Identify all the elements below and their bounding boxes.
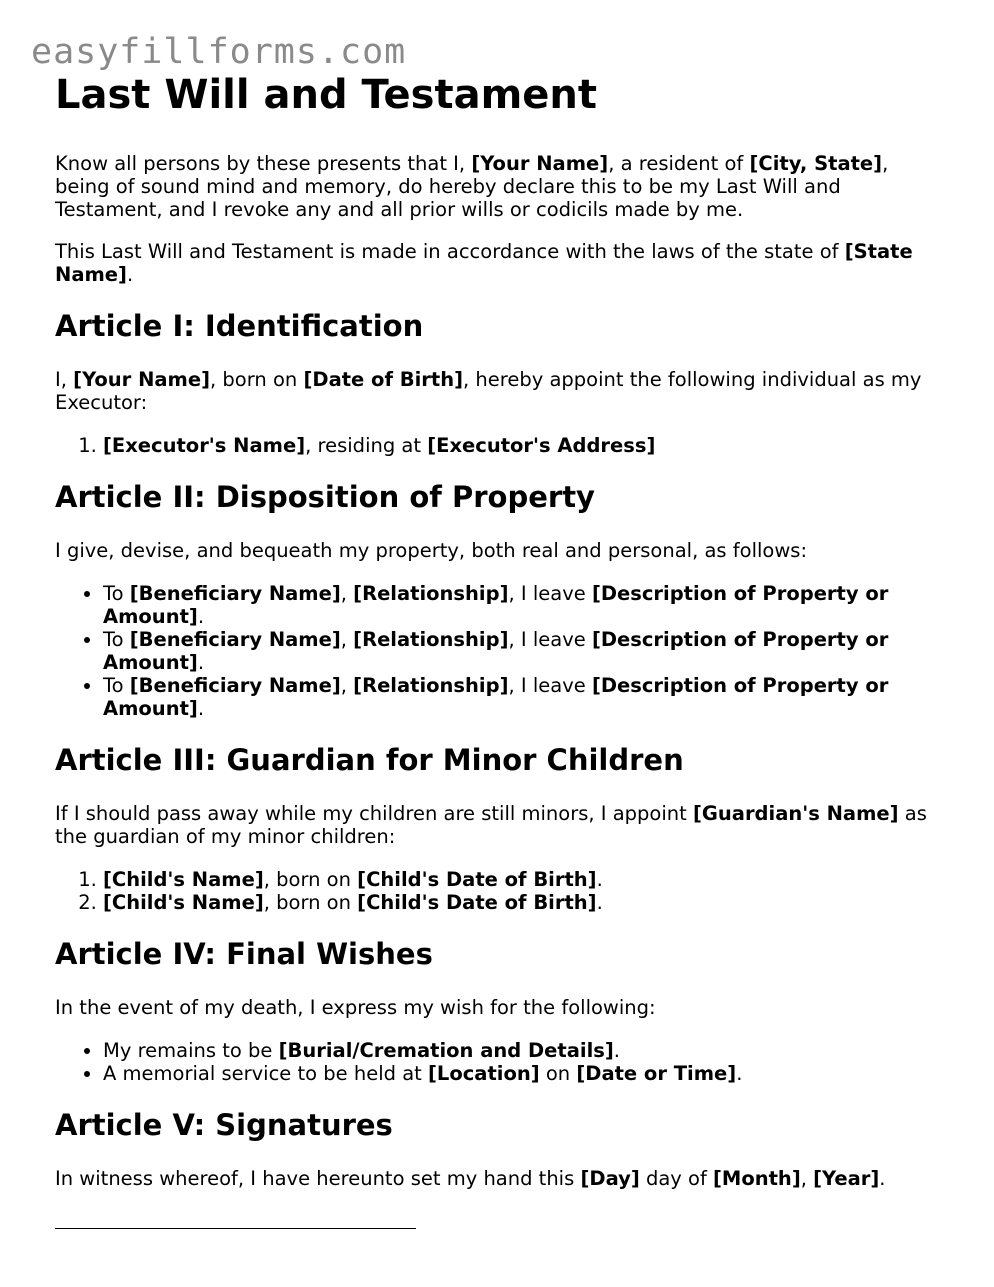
your-name-field: [Your Name] (471, 152, 609, 175)
child-date-of-birth-field: [Child's Date of Birth] (357, 891, 597, 914)
year-field: [Year] (813, 1167, 880, 1190)
article-2-heading: Article II: Disposition of Property (55, 480, 595, 514)
intro-paragraph: Know all persons by these presents that I, [Your Name], a resident of [City, State], being of sound mind and memory, do hereby declare this to be my Last Will and Testament, and I revoke any and all prior wills or codicils made by me. (55, 152, 889, 221)
list-item: • A memorial service to be held at [Location] on [Date or Time]. (103, 1062, 935, 1085)
your-name-field: [Your Name] (73, 368, 211, 391)
beneficiary-name-field: [Beneficiary Name] (129, 628, 341, 651)
list-item: • To [Beneficiary Name], [Relationship], I leave [Description of Property or Amount]. (103, 582, 935, 628)
state-name-field: [State Name] (55, 240, 913, 286)
list-item: 1. [Child's Name], born on [Child's Date of Birth]. (103, 868, 935, 891)
beneficiary-name-field: [Beneficiary Name] (129, 582, 341, 605)
children-list (55, 868, 935, 914)
date-of-birth-field: [Date of Birth] (303, 368, 464, 391)
relationship-field: [Relationship] (353, 674, 509, 697)
executor-address-field: [Executor's Address] (427, 434, 656, 457)
article-3-paragraph: If I should pass away while my children are still minors, I appoint [Guardian's Name] as the guardian of my minor children: (55, 802, 927, 848)
list-item: 2. [Child's Name], born on [Child's Date of Birth]. (103, 891, 935, 914)
article-5-heading: Article V: Signatures (55, 1108, 393, 1142)
article-1-paragraph: I, [Your Name], born on [Date of Birth], hereby appoint the following individual as my Executor: (55, 368, 922, 414)
article-4-paragraph: In the event of my death, I express my wish for the following: (55, 996, 656, 1019)
guardian-name-field: [Guardian's Name] (692, 802, 899, 825)
beneficiary-name-field: [Beneficiary Name] (129, 674, 341, 697)
location-field: [Location] (428, 1062, 540, 1085)
jurisdiction-paragraph: This Last Will and Testament is made in accordance with the laws of the state of [State Name]. (55, 240, 913, 286)
watermark-text: easyfillforms.com (31, 32, 407, 72)
list-item: • To [Beneficiary Name], [Relationship], I leave [Description of Property or Amount]. (103, 628, 935, 674)
article-1-heading: Article I: Identification (55, 309, 424, 343)
date-time-field: [Date or Time] (576, 1062, 737, 1085)
burial-details-field: [Burial/Cremation and Details] (278, 1039, 614, 1062)
article-5-paragraph: In witness whereof, I have hereunto set my hand this [Day] day of [Month], [Year]. (55, 1167, 886, 1190)
list-item: • My remains to be [Burial/Cremation and Details]. (103, 1039, 935, 1062)
relationship-field: [Relationship] (353, 582, 509, 605)
article-4-heading: Article IV: Final Wishes (55, 937, 433, 971)
child-name-field: [Child's Name] (103, 868, 264, 891)
executor-name-field: [Executor's Name] (103, 434, 306, 457)
list-item: 1. [Executor's Name], residing at [Executor's Address] (103, 434, 935, 457)
list-item: • To [Beneficiary Name], [Relationship], I leave [Description of Property or Amount]. (103, 674, 935, 720)
article-3-heading: Article III: Guardian for Minor Children (55, 743, 684, 777)
document-page (55, 70, 935, 1190)
city-state-field: [City, State] (749, 152, 883, 175)
final-wishes-list (55, 1039, 935, 1085)
property-description-field: [Description of Property or Amount] (103, 674, 889, 720)
child-date-of-birth-field: [Child's Date of Birth] (357, 868, 597, 891)
bequest-list (55, 582, 935, 720)
property-description-field: [Description of Property or Amount] (103, 582, 889, 628)
day-field: [Day] (580, 1167, 640, 1190)
month-field: [Month] (713, 1167, 801, 1190)
executor-list (55, 434, 935, 457)
child-name-field: [Child's Name] (103, 891, 264, 914)
property-description-field: [Description of Property or Amount] (103, 628, 889, 674)
document-title: Last Will and Testament (55, 72, 597, 118)
article-2-paragraph: I give, devise, and bequeath my property, both real and personal, as follows: (55, 539, 808, 562)
signature-line (55, 1228, 416, 1229)
relationship-field: [Relationship] (353, 628, 509, 651)
